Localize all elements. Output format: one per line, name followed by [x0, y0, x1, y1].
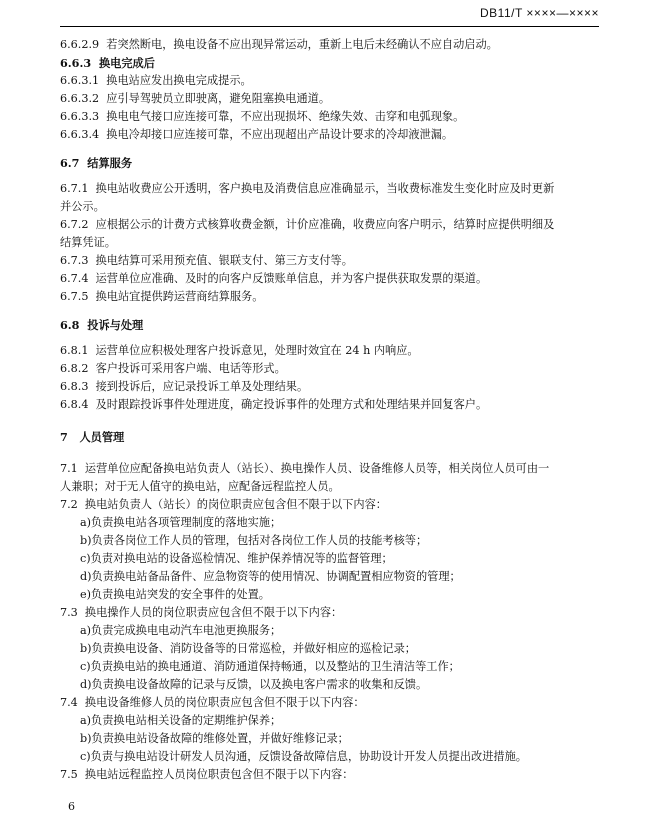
clause-6-7-5 — [60, 288, 600, 306]
heading-7 — [60, 428, 600, 446]
header-rule — [60, 26, 599, 27]
clause-6-7-4 — [60, 270, 600, 288]
list-item-7-3-c: c)负责换电站的换电通道、消防通道保持畅通，以及整站的卫生清洁等工作； — [80, 660, 460, 673]
clause-6-7-1-cont: 并公示。 — [60, 200, 105, 213]
heading-number: 6.7 — [60, 156, 80, 170]
clause-number: 6.8.2 — [60, 362, 89, 375]
page-number: 6 — [68, 800, 75, 813]
clause-6-8-2 — [60, 360, 600, 378]
clause-6-7-1 — [60, 180, 600, 198]
list-item-7-2-b: b)负责各岗位工作人员的管理，包括对各岗位工作人员的技能考核等； — [80, 534, 428, 547]
clause-text: 应根据公示的计费方式核算收费金额，计价应准确，收费应向客户明示，结算时应提供明细及 — [95, 218, 555, 231]
clause-text: 换电站应发出换电完成提示。 — [106, 74, 252, 87]
clause-7-5 — [60, 766, 600, 784]
clause-number: 7.3 — [60, 606, 78, 619]
list-item-7-3-a: a)负责完成换电电动汽车电池更换服务； — [80, 624, 282, 637]
clause-text: 换电站宜提供跨运营商结算服务。 — [95, 290, 264, 303]
list-item-7-3-d: d)负责换电设备故障的记录与反馈，以及换电客户需求的收集和反馈。 — [80, 678, 428, 691]
clause-text: 客户投诉可采用客户端、电话等形式。 — [95, 362, 286, 375]
clause-number: 7.4 — [60, 696, 78, 709]
clause-number: 6.6.3.2 — [60, 92, 100, 105]
heading-6-7 — [60, 154, 600, 172]
clause-number: 6.8.1 — [60, 344, 89, 357]
heading-6-8 — [60, 316, 600, 334]
clause-text: 换电操作人员的岗位职责应包含但不限于以下内容： — [84, 606, 343, 619]
document-code: DB11/T ××××—×××× — [480, 6, 599, 20]
clause-6-6-3-4 — [60, 126, 600, 144]
clause-text: 运营单位应积极处理客户投诉意见，处理时效宜在 24 h 内响应。 — [95, 344, 419, 357]
clause-6-6-3-3 — [60, 108, 600, 126]
clause-number: 6.7.4 — [60, 272, 89, 285]
clause-6-7-3 — [60, 252, 600, 270]
clause-text: 换电站远程监控人员岗位职责包含但不限于以下内容： — [84, 768, 354, 781]
clause-text: 接到投诉后，应记录投诉工单及处理结果。 — [95, 380, 309, 393]
list-item-7-3-b: b)负责换电设备、消防设备等的日常巡检，并做好相应的巡检记录； — [80, 642, 416, 655]
clause-text: 换电站负责人（站长）的岗位职责应包含但不限于以下内容： — [84, 498, 387, 511]
clause-text: 及时跟踪投诉事件处理进度，确定投诉事件的处理方式和处理结果并回复客户。 — [95, 398, 488, 411]
list-item-7-4-a: a)负责换电站相关设备的定期维护保养； — [80, 714, 282, 727]
heading-number: 6.8 — [60, 318, 80, 332]
clause-number: 6.7.5 — [60, 290, 89, 303]
clause-number: 6.8.3 — [60, 380, 89, 393]
clause-number: 7.2 — [60, 498, 78, 511]
clause-7-4 — [60, 694, 600, 712]
clause-6-6-2-9 — [60, 36, 600, 54]
clause-text: 换电结算可采用预充值、银联支付、第三方支付等。 — [95, 254, 353, 267]
heading-text: 人员管理 — [79, 430, 125, 444]
clause-6-8-4 — [60, 396, 600, 414]
clause-6-6-3-1 — [60, 72, 600, 90]
clause-number: 6.6.3.4 — [60, 128, 100, 141]
clause-6-8-1 — [60, 342, 600, 360]
clause-7-3 — [60, 604, 600, 622]
clause-number: 7.1 — [60, 462, 78, 475]
clause-number: 6.8.4 — [60, 398, 89, 411]
heading-text: 换电完成后 — [98, 56, 155, 70]
clause-text: 运营单位应准确、及时的向客户反馈账单信息，并为客户提供获取发票的渠道。 — [95, 272, 488, 285]
clause-7-1-cont: 人兼职；对于无人值守的换电站，应配备远程监控人员。 — [60, 480, 340, 493]
clause-number: 6.7.2 — [60, 218, 89, 231]
clause-text: 换电站收费应公开透明，客户换电及消费信息应准确显示，当收费标准发生变化时应及时更新 — [95, 182, 555, 195]
clause-text: 应引导驾驶员立即驶离，避免阻塞换电通道。 — [106, 92, 331, 105]
clause-number: 6.7.1 — [60, 182, 89, 195]
clause-number: 6.6.3.3 — [60, 110, 100, 123]
clause-6-6-3-2 — [60, 90, 600, 108]
clause-text: 运营单位应配备换电站负责人（站长）、换电操作人员、设备维修人员等，相关岗位人员可由一 — [84, 462, 550, 475]
list-item-7-2-c: c)负责对换电站的设备巡检情况、维护保养情况等的监督管理； — [80, 552, 393, 565]
heading-number: 6.6.3 — [60, 56, 92, 70]
clause-number: 6.6.3.1 — [60, 74, 100, 87]
list-item-7-2-e: e)负责换电站突发的安全事件的处置。 — [80, 588, 270, 601]
clause-text: 换电电气接口应连接可靠，不应出现损坏、绝缘失效、击穿和电弧现象。 — [106, 110, 465, 123]
document-body — [60, 36, 600, 784]
heading-6-6-3 — [60, 54, 600, 72]
clause-text: 换电冷却接口应连接可靠，不应出现超出产品设计要求的冷却液泄漏。 — [106, 128, 454, 141]
heading-text: 结算服务 — [87, 156, 133, 170]
list-item-7-2-a: a)负责换电站各项管理制度的落地实施； — [80, 516, 282, 529]
clause-number: 6.7.3 — [60, 254, 89, 267]
list-item-7-4-c: c)负责与换电站设计研发人员沟通，反馈设备故障信息，协助设计开发人员提出改进措施。 — [80, 750, 527, 763]
list-item-7-4-b: b)负责换电站设备故障的维修处置，并做好维修记录； — [80, 732, 349, 745]
clause-7-2 — [60, 496, 600, 514]
heading-number: 7 — [60, 430, 68, 444]
clause-number: 6.6.2.9 — [60, 38, 100, 51]
clause-text: 换电设备维修人员的岗位职责应包含但不限于以下内容： — [84, 696, 365, 709]
heading-text: 投诉与处理 — [87, 318, 144, 332]
clause-6-7-2 — [60, 216, 600, 234]
list-item-7-2-d: d)负责换电站备品备件、应急物资等的使用情况、协调配置相应物资的管理； — [80, 570, 461, 583]
clause-6-7-2-cont: 结算凭证。 — [60, 236, 116, 249]
clause-text: 若突然断电，换电设备不应出现异常运动，重新上电后未经确认不应自动启动。 — [106, 38, 498, 51]
clause-6-8-3 — [60, 378, 600, 396]
clause-7-1 — [60, 460, 600, 478]
clause-number: 7.5 — [60, 768, 78, 781]
